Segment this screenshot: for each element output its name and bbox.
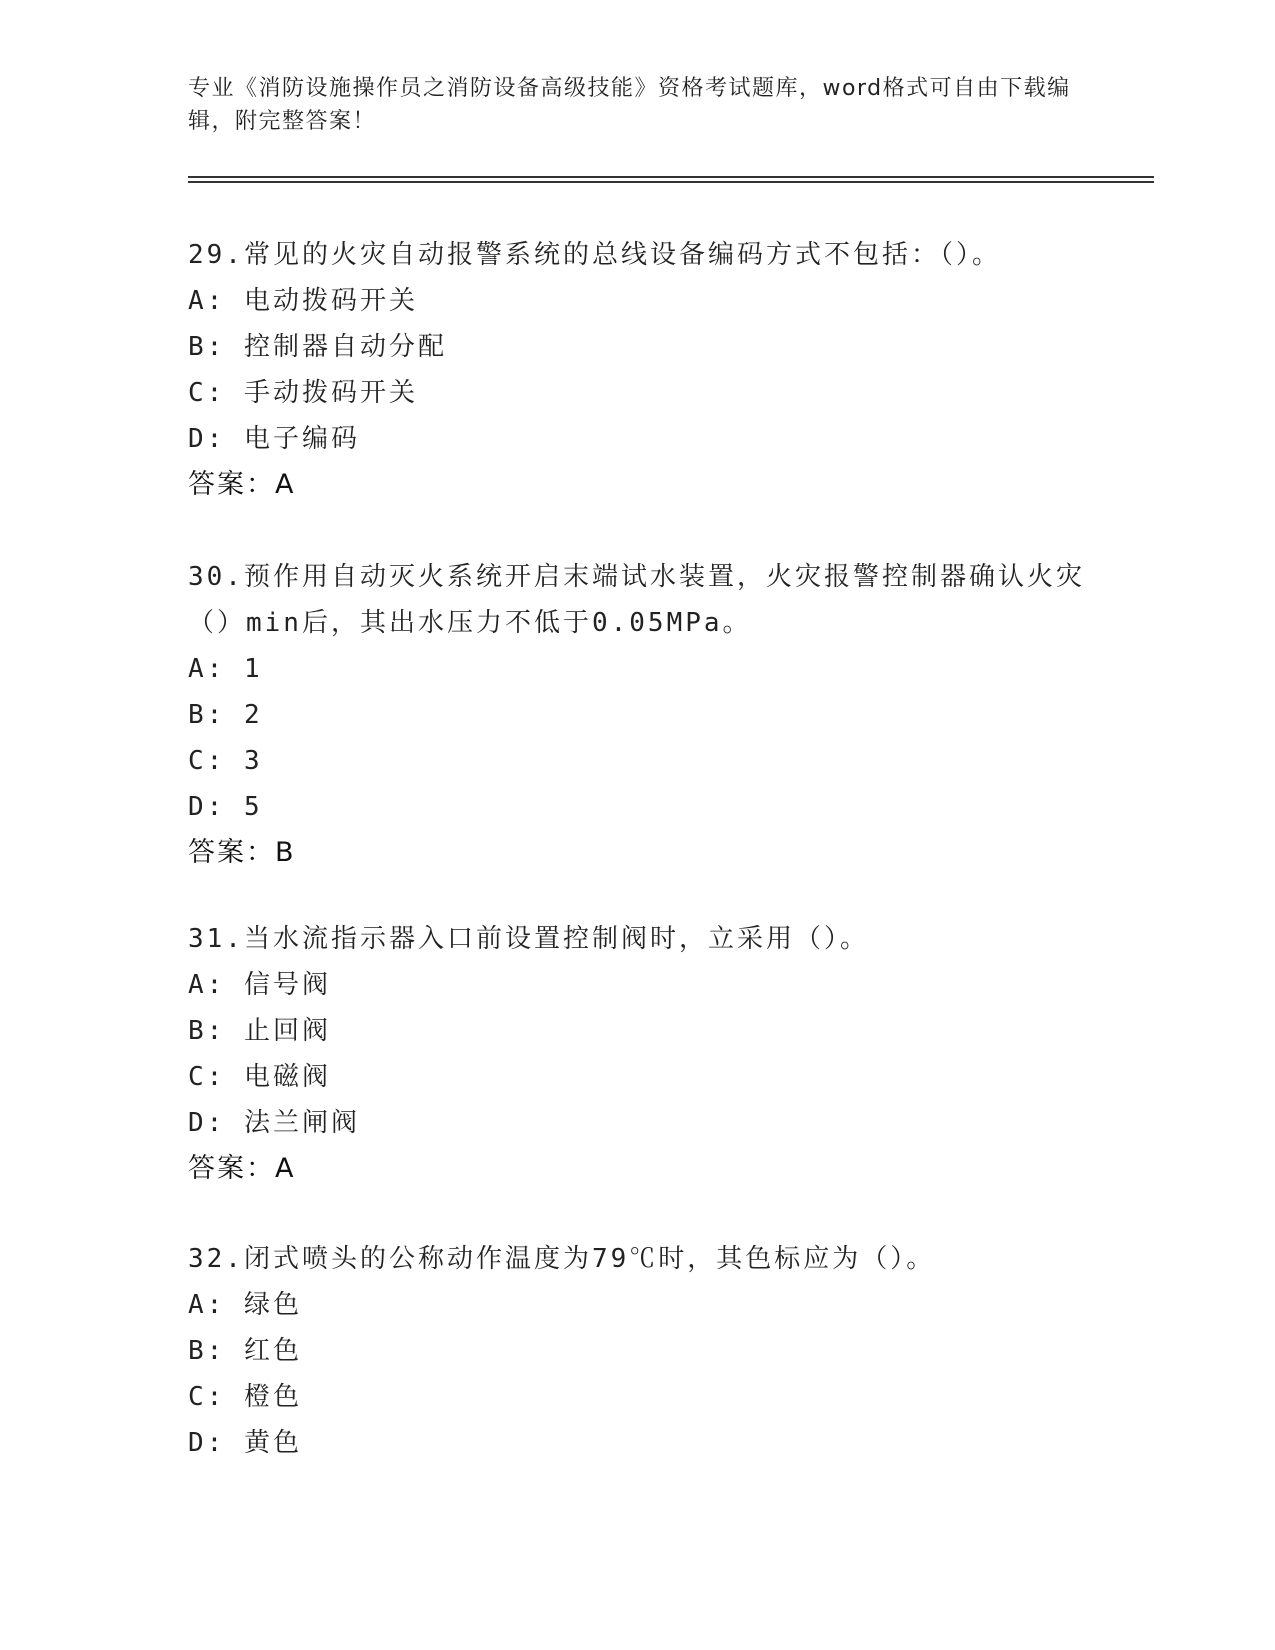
option-d: D: 黄色 — [188, 1428, 302, 1458]
option-c: C: 3 — [188, 746, 263, 776]
option-a: A: 信号阀 — [188, 970, 331, 1000]
answer: 答案：A — [188, 1153, 296, 1184]
question-32 — [188, 1236, 1088, 1466]
header-divider-bottom — [188, 181, 1154, 183]
option-c: C: 电磁阀 — [188, 1062, 331, 1092]
option-a: A: 电动拨码开关 — [188, 286, 418, 316]
option-a: A: 绿色 — [188, 1290, 302, 1320]
answer: 答案：A — [188, 469, 296, 500]
question-stem: 31.当水流指示器入口前设置控制阀时，立采用（）。 — [188, 924, 869, 954]
option-b: B: 2 — [188, 700, 263, 730]
question-stem: 32.闭式喷头的公称动作温度为79℃时，其色标应为（）。 — [188, 1244, 936, 1274]
option-c: C: 橙色 — [188, 1382, 302, 1412]
document-header: 专业《消防设施操作员之消防设备高级技能》资格考试题库，word格式可自由下载编辑，附完整答案！ — [188, 76, 1071, 134]
question-29 — [188, 232, 1088, 508]
option-a: A: 1 — [188, 654, 263, 684]
question-31 — [188, 916, 1088, 1192]
answer: 答案：B — [188, 837, 296, 868]
option-d: D: 法兰闸阀 — [188, 1108, 360, 1138]
option-c: C: 手动拨码开关 — [188, 378, 418, 408]
header-divider-top — [188, 176, 1154, 178]
question-30 — [188, 554, 1088, 876]
option-b: B: 红色 — [188, 1336, 302, 1366]
question-stem: 29.常见的火灾自动报警系统的总线设备编码方式不包括：（）。 — [188, 240, 1001, 270]
option-b: B: 控制器自动分配 — [188, 332, 447, 362]
question-stem: 30.预作用自动灭火系统开启末端试水装置，火灾报警控制器确认火灾（）min后，其出水压力不低于0.05MPa。 — [188, 562, 1085, 638]
option-d: D: 5 — [188, 792, 263, 822]
option-d: D: 电子编码 — [188, 424, 360, 454]
option-b: B: 止回阀 — [188, 1016, 331, 1046]
